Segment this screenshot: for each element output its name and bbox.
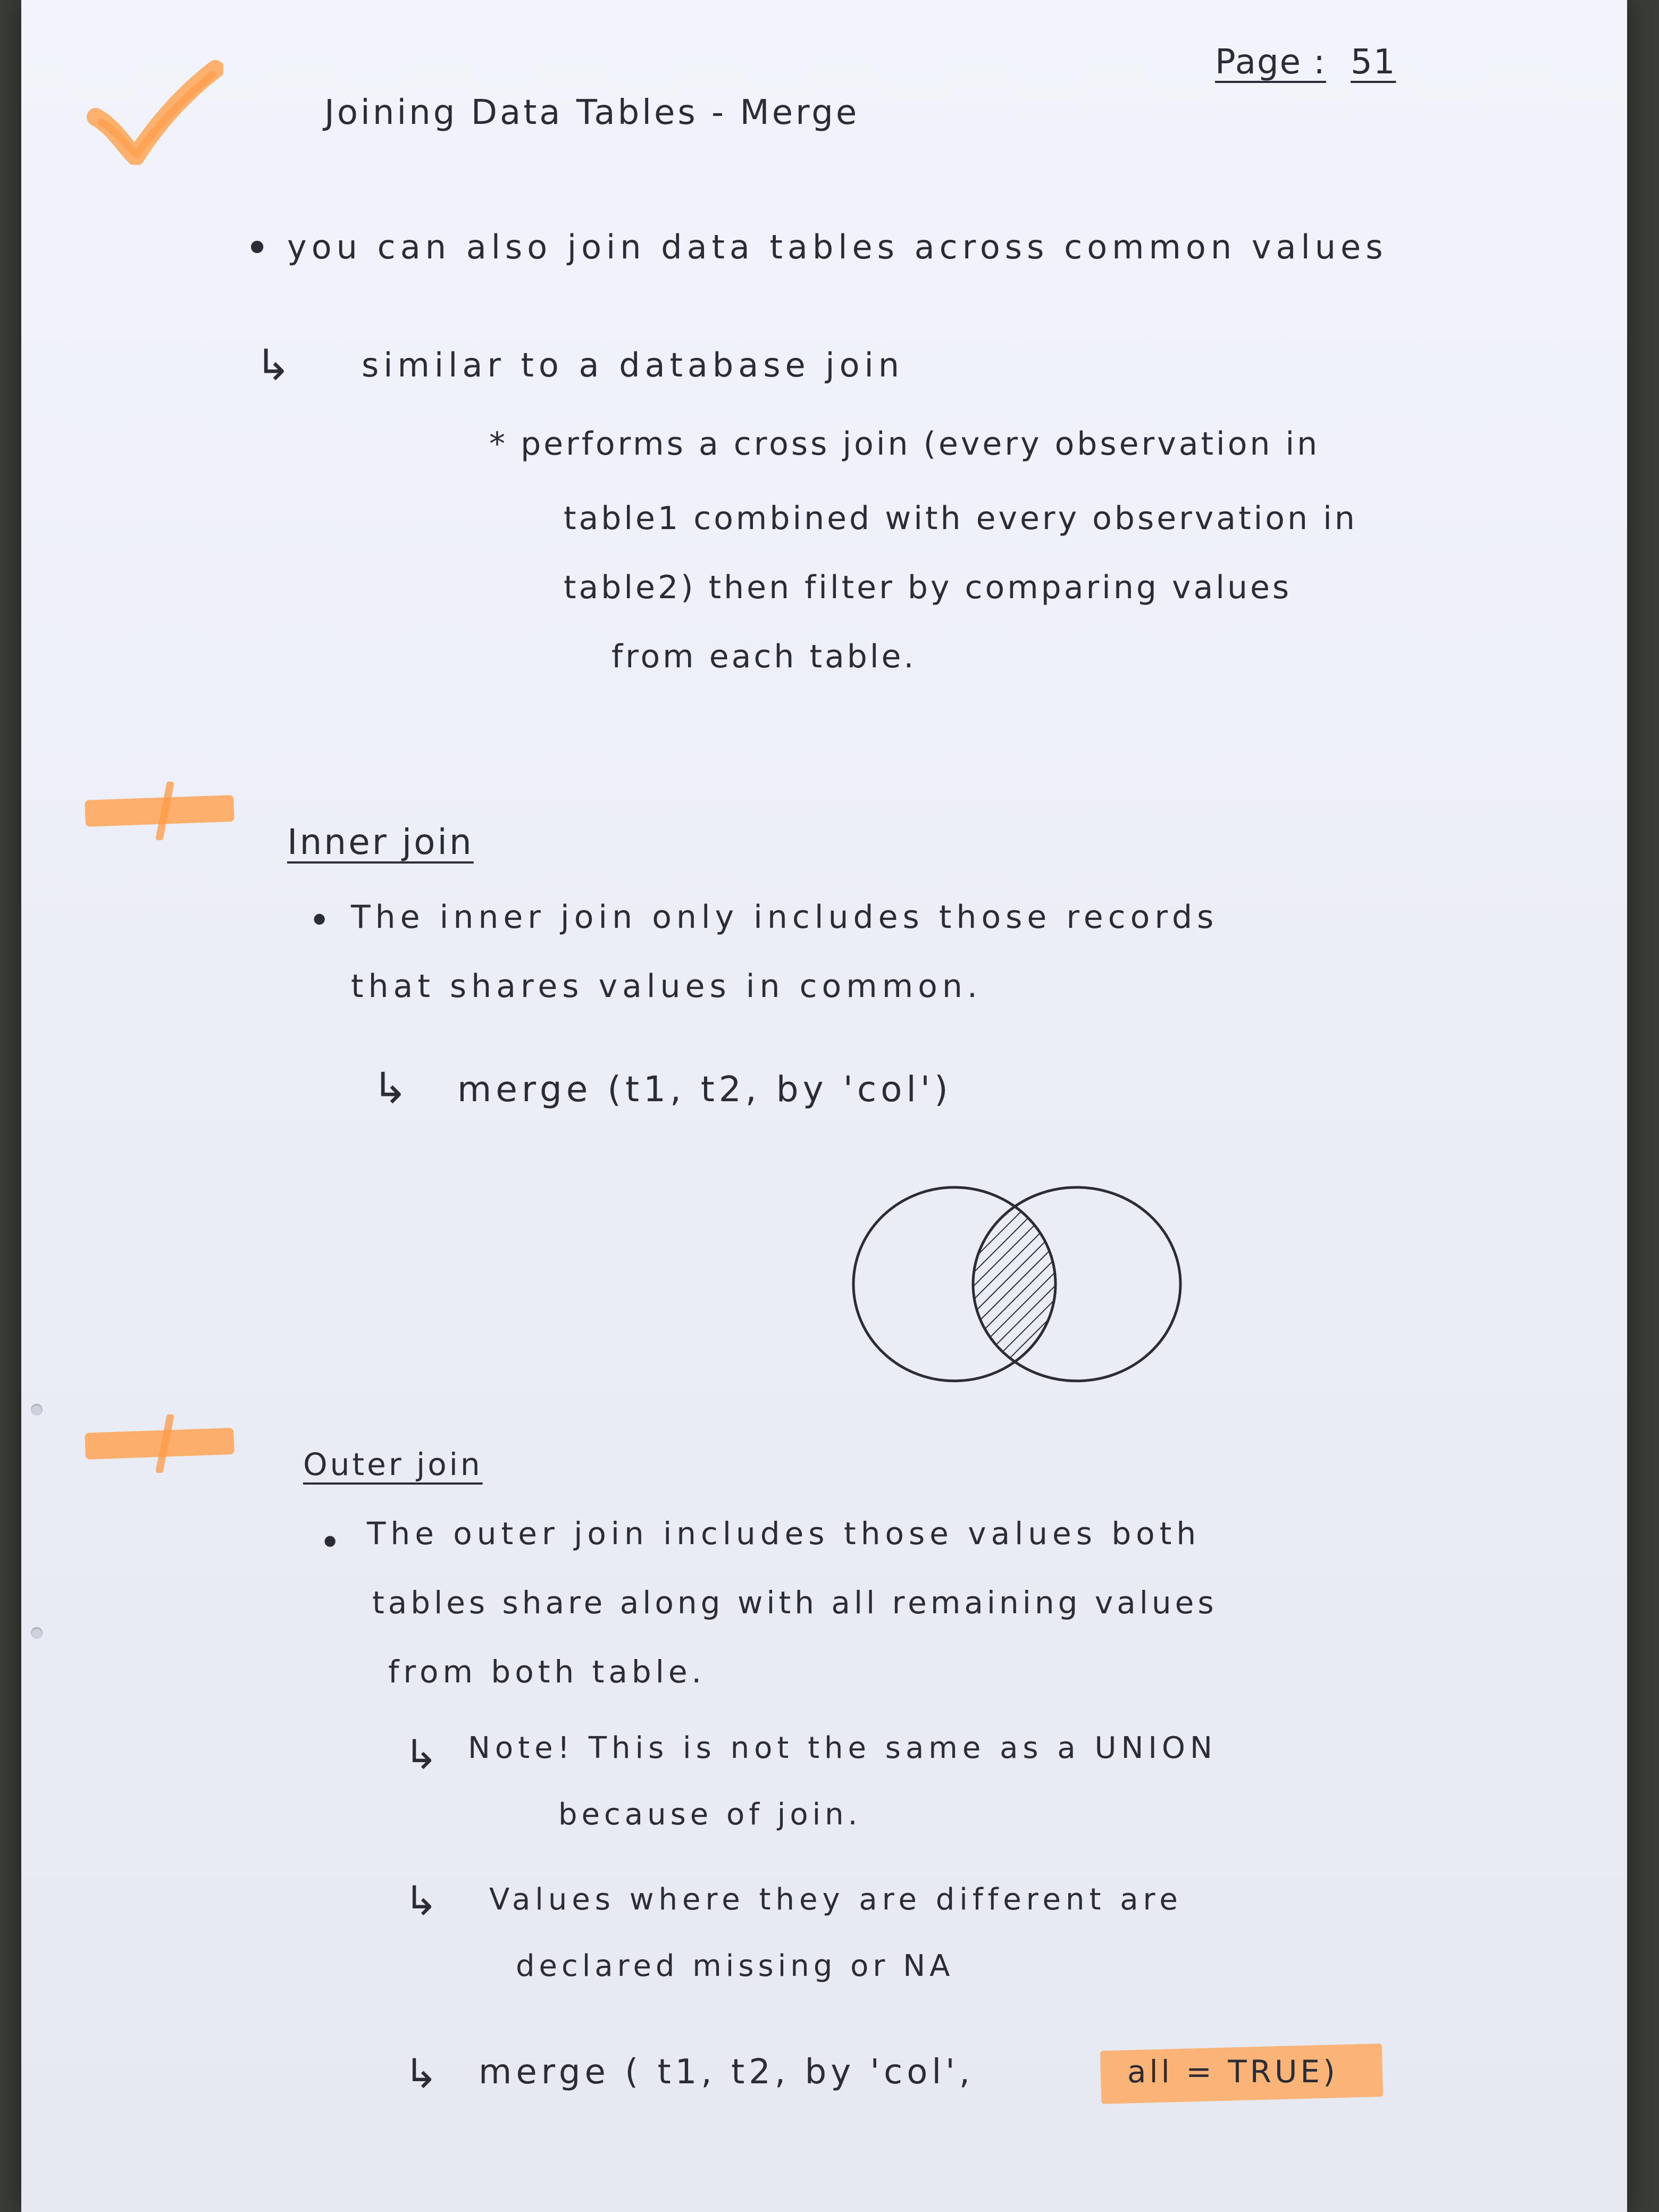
bullet-dot: •: [319, 1521, 345, 1564]
inner-join-heading: Inner join: [287, 822, 474, 862]
check-mark-icon: [85, 58, 223, 165]
notebook-page: [21, 0, 1627, 2212]
bullet-dot: •: [308, 899, 334, 942]
punch-hole: [31, 1404, 43, 1415]
arrow-icon: ↳: [404, 1877, 441, 1924]
outer-join-note: because of join.: [558, 1797, 862, 1832]
inner-join-line: that shares values in common.: [351, 968, 982, 1005]
outer-join-line: tables share along with all remaining values: [372, 1585, 1218, 1621]
intro-bullet-2: similar to a database join: [362, 346, 904, 384]
punch-hole: [31, 1627, 43, 1639]
arrow-icon: ↳: [255, 340, 295, 390]
outer-join-note: Values where they are different are: [489, 1882, 1183, 1917]
outer-join-line: from both table.: [388, 1654, 706, 1690]
outer-join-note: declared missing or NA: [516, 1949, 954, 1983]
bullet-dot: •: [245, 223, 273, 273]
arrow-icon: ↳: [404, 1731, 441, 1778]
arrow-icon: ↳: [404, 2050, 441, 2097]
intro-bullet-1: you can also join data tables across common values: [287, 228, 1388, 266]
outer-join-code-highlighted: all = TRUE): [1127, 2054, 1338, 2090]
page-number: 51: [1351, 43, 1396, 82]
inner-join-code: merge (t1, t2, by 'col'): [457, 1069, 952, 1110]
highlighter-marker-icon: [80, 1414, 239, 1473]
detail-line: table2) then filter by comparing values: [564, 569, 1292, 606]
highlighter-marker-icon: [80, 782, 239, 840]
page-title: Joining Data Tables - Merge: [324, 93, 860, 132]
inner-join-venn-diagram-icon: [840, 1175, 1191, 1393]
inner-join-line: The inner join only includes those records: [351, 899, 1219, 936]
arrow-icon: ↳: [372, 1063, 412, 1113]
outer-join-heading: Outer join: [303, 1446, 483, 1482]
detail-line: * performs a cross join (every observation in: [489, 425, 1320, 463]
detail-line: from each table.: [611, 638, 917, 675]
detail-line: table1 combined with every observation in: [564, 500, 1358, 537]
outer-join-line: The outer join includes those values both: [367, 1515, 1201, 1552]
outer-join-code: merge ( t1, t2, by 'col',: [479, 2052, 975, 2092]
outer-join-note: Note! This is not the same as a UNION: [468, 1731, 1217, 1765]
page-label: Page :: [1215, 43, 1326, 82]
